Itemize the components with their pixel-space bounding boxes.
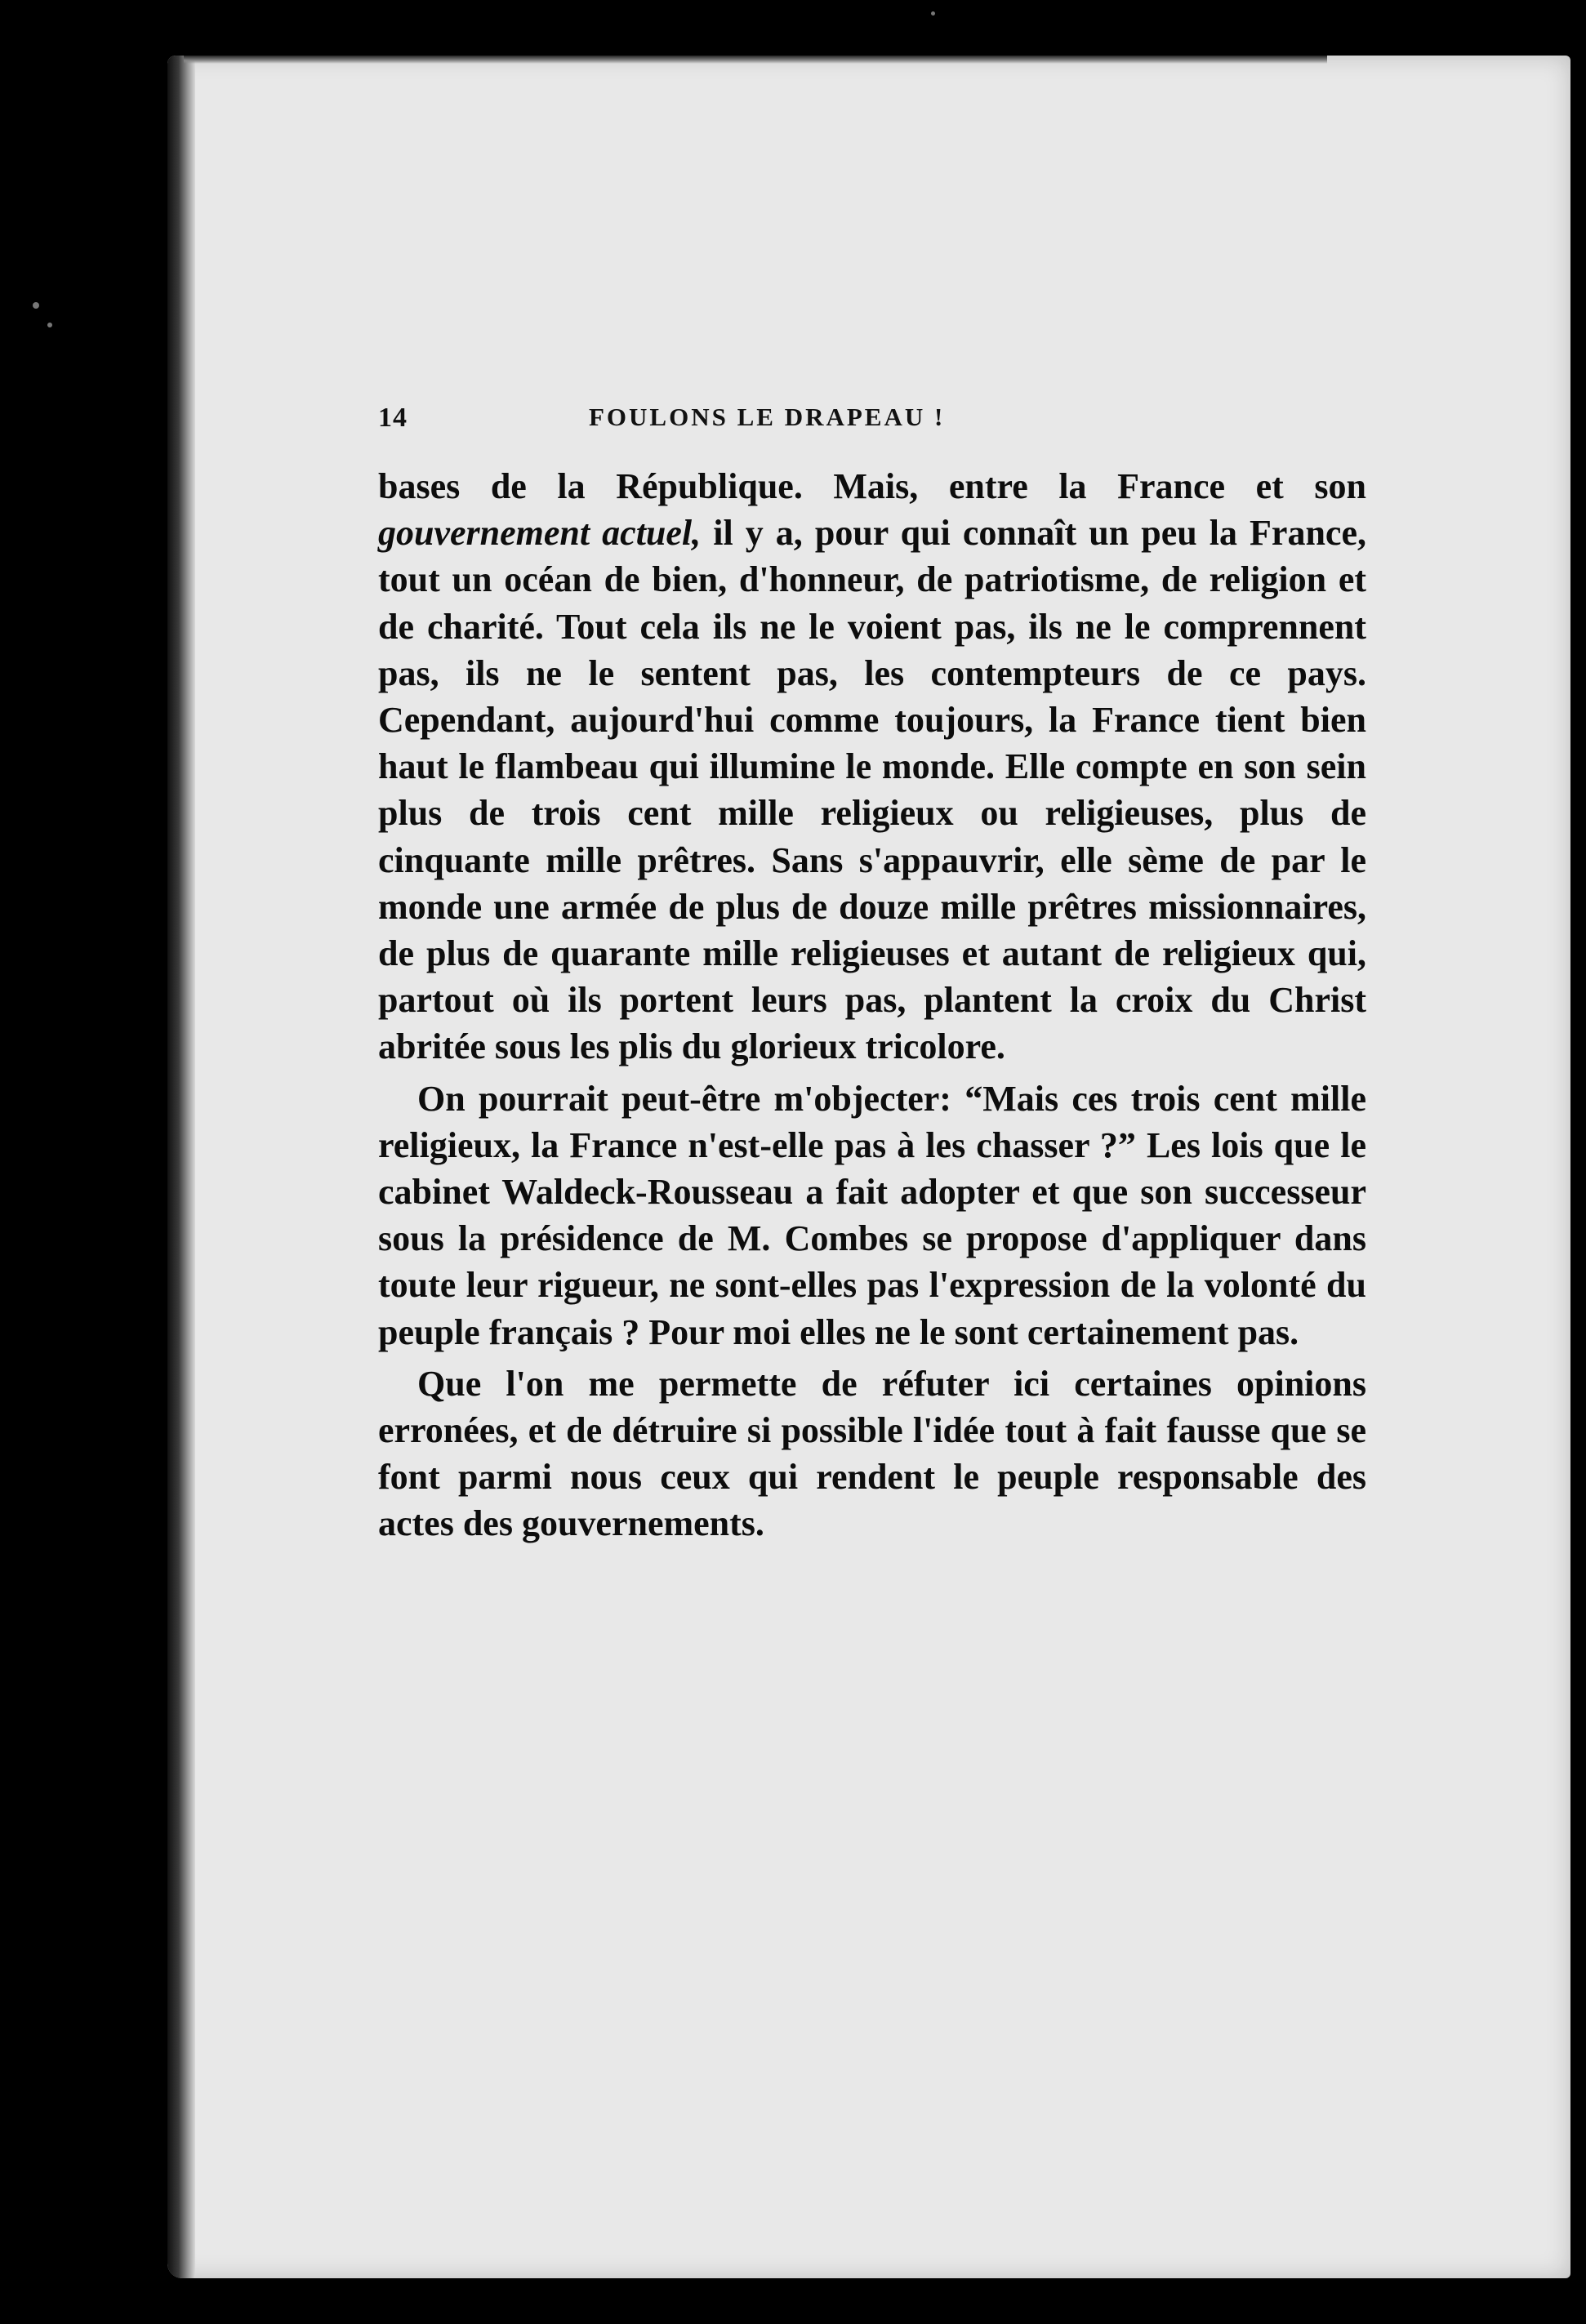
- scan-speck: [931, 11, 935, 16]
- scan-speck: [47, 323, 52, 327]
- paragraph-1: [378, 463, 1366, 1071]
- paragraph-1-rest: il y a, pour qui connaît un peu la France, tout un océan de bien, d'honneur, de patriotisme, de religion et de charité. Tout cela ils ne le voient pas, ils ne le comprennent pas, ils ne le sentent pas, les contempteurs de ce pays. Cependant, aujourd'hui comme toujours, la France tient bien haut le flambeau qui illumine le monde. Elle compte en son sein plus de trois cent mille religieux ou religieuses, plus de cinquante mille prêtres. Sans s'appauvrir, elle sème de par le monde une armée de plus de douze mille prêtres missionnaires, de plus de quarante mille religieuses et autant de religieux qui, partout où ils portent leurs pas, plantent la croix du Christ abritée sous les plis du glorieux tricolore.: [378, 513, 1366, 1067]
- emphasized-phrase: gouvernement actuel,: [378, 513, 702, 554]
- paragraph-2: On pourrait peut-être m'objecter: “Mais ces trois cent mille religieux, la France n'est-elle pas à les chasser ?” Les lois que le cabinet Waldeck-Rousseau a fait adopter et que son successeur sous la présidence de M. Combes se propose d'appliquer dans toute leur rigueur, ne sont-elles pas l'expression de la volonté du peuple français ? Pour moi elles ne le sont certainement pas.: [378, 1078, 1366, 1352]
- body-text: [378, 463, 1366, 1547]
- page-header: [378, 403, 1366, 443]
- scan-speck: [33, 302, 39, 309]
- paragraph-1-start: bases de la République. Mais, entre la France et son: [378, 466, 1366, 506]
- page-number: 14: [378, 403, 408, 433]
- book-spine-edge: [167, 56, 195, 2278]
- page-top-edge: [184, 56, 1327, 64]
- paragraph-3: Que l'on me permette de réfuter ici certaines opinions erronées, et de détruire si possible l'idée tout à fait fausse que se font parmi nous ceux qui rendent le peuple responsable des actes des gouvernements.: [378, 1363, 1366, 1544]
- running-title: FOULONS LE DRAPEAU !: [589, 403, 946, 431]
